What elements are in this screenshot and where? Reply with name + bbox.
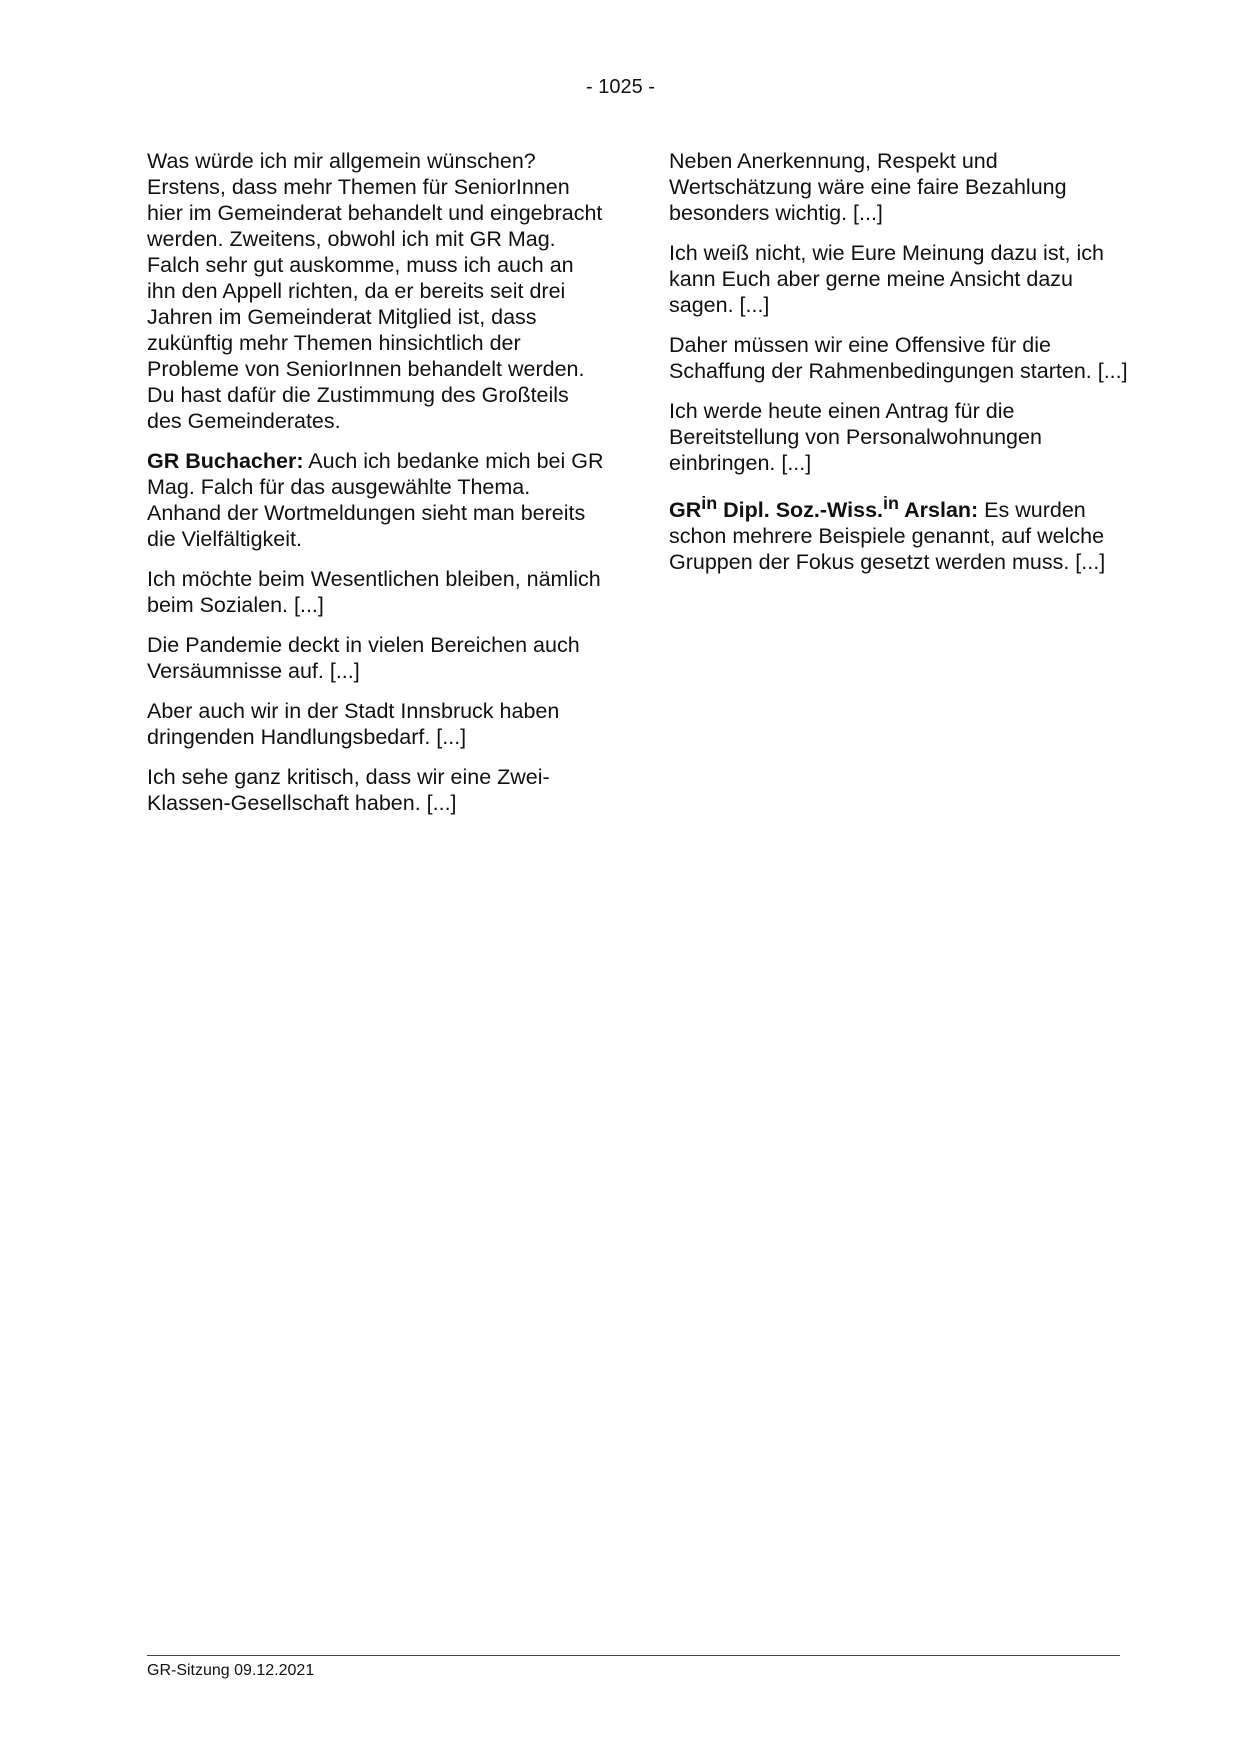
footer-divider	[147, 1655, 1120, 1656]
paragraph-arslan	[669, 490, 1129, 575]
speaker-surname: Arslan:	[898, 498, 979, 523]
paragraph-text: Es wurden schon mehrere Beispiele genannt, auf welche Gruppen der Fokus gesetzt werden muss. [...]	[669, 498, 1106, 575]
left-column	[147, 148, 607, 830]
paragraph: Ich weiß nicht, wie Eure Meinung dazu ist, ich kann Euch aber gerne meine Ansicht dazu sagen. [...]	[669, 241, 1104, 317]
paragraph: Ich möchte beim Wesentlichen bleiben, nämlich beim Sozialen. [...]	[147, 567, 601, 617]
speaker-name: GR Buchacher:	[147, 449, 304, 473]
speaker-title-sup: in	[883, 493, 899, 513]
paragraph-buchacher	[147, 448, 607, 552]
paragraph: Was würde ich mir allgemein wünschen? Erstens, dass mehr Themen für SeniorInnen hier im Gemeinderat behandelt und eingebracht werden. Zweitens, obwohl ich mit GR Mag. Falch sehr gut auskomme, muss ich auch an ihn den Appell richten, da er bereits seit drei Jahren im Gemeinderat Mitglied ist, dass zukünftig mehr Themen hinsichtlich der Probleme von SeniorInnen behandelt werden. Du hast dafür die Zustimmung des Großteils des Gemeinderates.	[147, 149, 603, 433]
paragraph-text: Auch ich bedanke mich bei GR Mag. Falch für das ausgewählte Thema. Anhand der Wortmeldungen sieht man bereits die Vielfältigkeit.	[147, 449, 604, 551]
speaker-gr: GR	[669, 498, 702, 523]
paragraph: Ich werde heute einen Antrag für die Bereitstellung von Personalwohnungen einbringen. [...]	[669, 399, 1042, 475]
page-number: - 1025 -	[586, 76, 655, 98]
speaker-name	[669, 493, 979, 523]
speaker-gr-sup: in	[701, 493, 718, 513]
paragraph: Daher müssen wir eine Offensive für die Schaffung der Rahmenbedingungen starten. [...]	[669, 333, 1128, 383]
footer-session-date: GR-Sitzung 09.12.2021	[147, 1662, 315, 1679]
right-column	[669, 148, 1129, 589]
speaker-title: Dipl. Soz.-Wiss.	[717, 498, 884, 523]
paragraph: Die Pandemie deckt in vielen Bereichen auch Versäumnisse auf. [...]	[147, 633, 580, 683]
paragraph: Neben Anerkennung, Respekt und Wertschätzung wäre eine faire Bezahlung besonders wichtig. [...]	[669, 149, 1067, 225]
paragraph: Ich sehe ganz kritisch, dass wir eine Zwei-Klassen-Gesellschaft haben. [...]	[147, 765, 550, 815]
paragraph: Aber auch wir in der Stadt Innsbruck haben dringenden Handlungsbedarf. [...]	[147, 699, 560, 749]
